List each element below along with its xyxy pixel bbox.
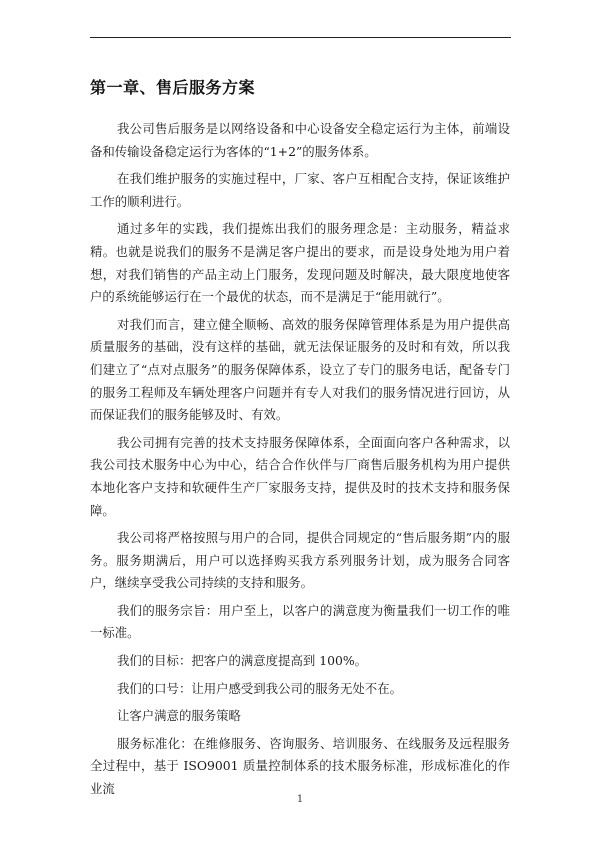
paragraph-service-philosophy: 通过多年的实践，我们提炼出我们的服务理念是：主动服务，精益求精。也就是说我们的服务不是满足客户提出的要求，而是设身处地为用户着想，对我们销售的产品主动上门服务，发现问题及时解决，最大限度地使客户的系统能够运行在一个最优的状态，而不是满足于“能用就行”。 (90, 221, 510, 305)
paragraph-strategy-heading: 让客户满意的服务策略 (117, 708, 241, 724)
paragraph-standardization: 服务标准化：在维修服务、咨询服务、培训服务、在线服务及远程服务全过程中，基于 ISO9001 质量控制体系的技术服务标准，形成标准化的作业流 (90, 735, 510, 797)
paragraph-service-tenet: 我们的服务宗旨：用户至上，以客户的满意度为衡量我们一切工作的唯一标准。 (90, 602, 510, 641)
paragraph-maintenance-cooperation: 在我们维护服务的实施过程中，厂家、客户互相配合支持，保证该维护工作的顺利进行。 (90, 171, 510, 209)
paragraph-goal: 我们的目标：把客户的满意度提高到 100%。 (117, 653, 368, 669)
page-number: 1 (296, 794, 304, 805)
paragraph-technical-support: 我公司拥有完善的技术支持服务保障体系，全面面向客户各种需求，以我公司技术服务中心为中心，结合合作伙伴与厂商售后服务机构为用户提供本地化客户支持和软硬件生产厂家服务支持，提供及时的技术支持和服务保障。 (90, 434, 510, 518)
paragraph-contract-service: 我公司将严格按照与用户的合同，提供合同规定的“售后服务期”内的服务。服务期满后，用户可以选择购买我方系列服务计划，成为服务合同客户，继续享受我公司持续的支持和服务。 (90, 530, 510, 591)
header-rule (90, 37, 511, 38)
chapter-title: 第一章、售后服务方案 (90, 78, 256, 97)
paragraph-slogan: 我们的口号：让用户感受到我公司的服务无处不在。 (117, 680, 402, 696)
paragraph-service-guarantee: 对我们而言，建立健全顺畅、高效的服务保障管理体系是为用户提供高质量服务的基础，没有这样的基础，就无法保证服务的及时和有效，所以我们建立了“点对点服务”的服务保障体系，设立了专门的服务电话，配备专门的服务工程师及车辆处理客户问题并有专人对我们的服务情况进行回访，从而保证我们的服务能够及时、有效。 (90, 316, 510, 423)
document-body (90, 118, 510, 806)
paragraph-service-system: 我公司售后服务是以网络设备和中心设备安全稳定运行为主体，前端设备和传输设备稳定运行为客体的“1+2”的服务体系。 (90, 121, 510, 159)
